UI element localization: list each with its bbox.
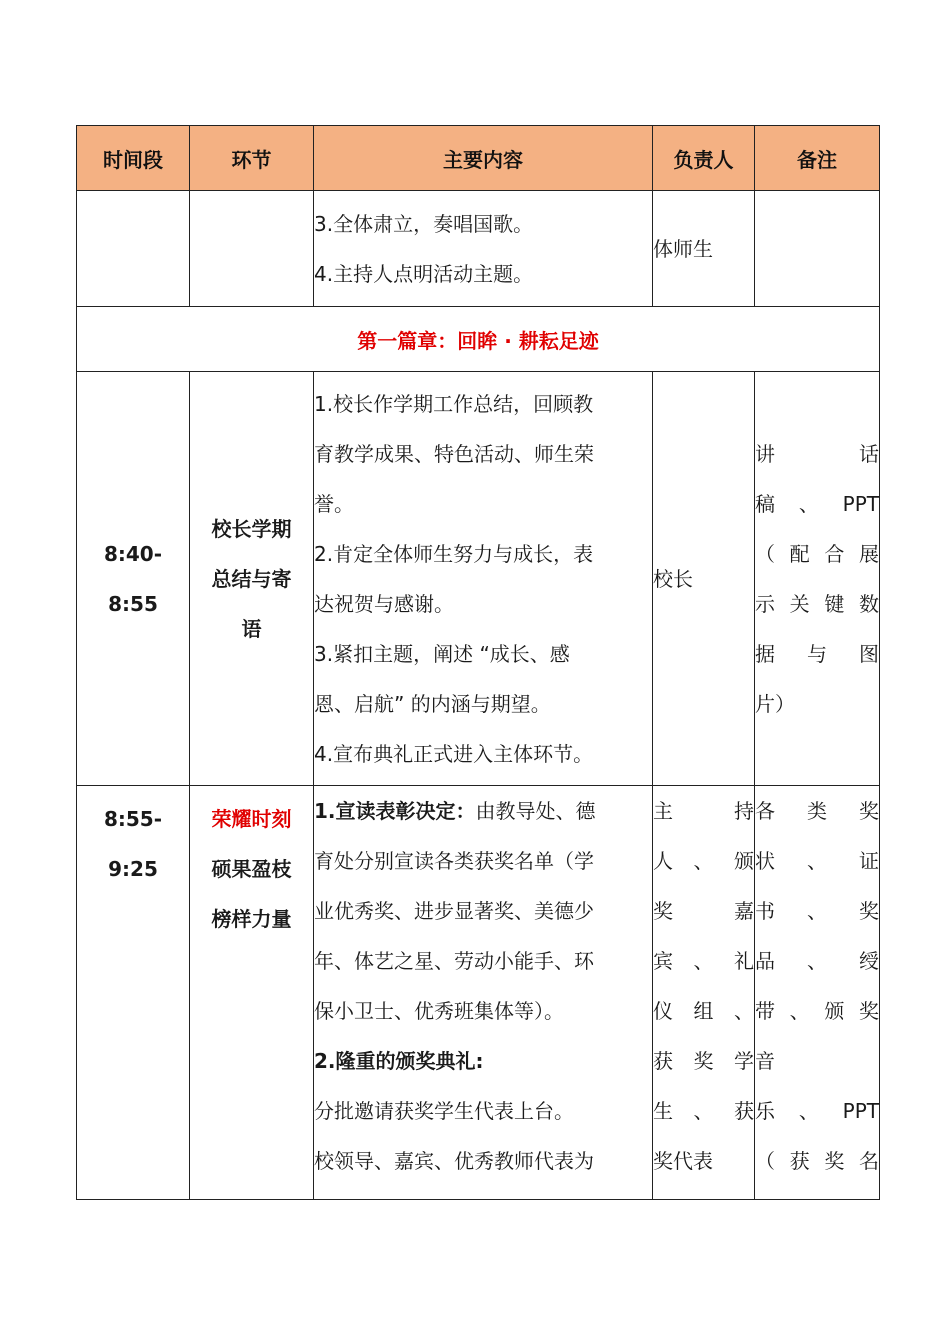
stage-line: 校长学期 <box>211 516 292 541</box>
note-line: 音 <box>755 1049 775 1073</box>
row1-owner: 体师生 <box>653 191 755 307</box>
table-row <box>77 191 880 307</box>
content-line: 保小卫士、优秀班集体等）。 <box>314 999 564 1023</box>
content-line: 育处分别宣读各类获奖名单（学 <box>314 849 594 873</box>
content-line: 校领导、嘉宾、优秀教师代表为 <box>314 1149 594 1173</box>
owner-line: 生 、 获 <box>653 1099 754 1123</box>
content-line: 3.全体肃立，奏唱国歌。 <box>314 211 534 236</box>
content-line: 年、体艺之星、劳动小能手、环 <box>314 949 594 973</box>
owner-line: 仪 组 、 <box>653 999 754 1023</box>
note-line: 带、颁奖 <box>755 999 879 1023</box>
header-note: 备注 <box>755 126 880 191</box>
content-line: 誉。 <box>314 491 354 516</box>
owner-line: 宾 、 礼 <box>653 949 754 973</box>
owner-line: 奖 嘉 <box>653 899 754 923</box>
content-line: 达祝贺与感谢。 <box>314 591 454 616</box>
content-line: 4.主持人点明活动主题。 <box>314 261 534 286</box>
stage-line: 语 <box>241 616 262 641</box>
note-line: 示关键数 <box>755 591 879 616</box>
note-line: 片） <box>755 691 795 716</box>
owner-line: 奖代表 <box>653 1149 713 1173</box>
row1-stage <box>190 191 314 307</box>
note-line: 讲 话 <box>755 441 879 466</box>
item-title: 2.隆重的颁奖典礼: <box>314 1049 484 1073</box>
row3-content <box>314 786 653 1200</box>
note-line: 据 与 图 <box>755 641 879 666</box>
note-line: 书 、 奖 <box>755 899 879 923</box>
content-line: 业优秀奖、进步显著奖、美德少 <box>314 899 594 923</box>
note-line: 乐 、 PPT <box>755 1099 879 1123</box>
header-stage: 环节 <box>190 126 314 191</box>
item-title: 1.宣读表彰决定： <box>314 799 476 823</box>
table-row <box>77 786 880 1200</box>
owner-line: 获 奖 学 <box>653 1049 754 1073</box>
header-time: 时间段 <box>77 126 190 191</box>
stage-line: 总结与寄 <box>211 566 292 591</box>
note-line: 各 类 奖 <box>755 799 879 823</box>
stage-line: 榜样力量 <box>211 907 292 931</box>
note-line: （获奖名 <box>755 1149 879 1173</box>
content-line: 育教学成果、特色活动、师生荣 <box>314 441 594 466</box>
row2-content <box>314 372 653 786</box>
row1-content <box>314 191 653 307</box>
header-content: 主要内容 <box>314 126 653 191</box>
table-row <box>77 372 880 786</box>
content-line <box>314 786 652 836</box>
content-line: 分批邀请获奖学生代表上台。 <box>314 1099 574 1123</box>
note-line: 品 、 绶 <box>755 949 879 973</box>
header-owner: 负责人 <box>653 126 755 191</box>
content-line: 恩、启航” 的内涵与期望。 <box>314 691 551 716</box>
row1-note <box>755 191 880 307</box>
row1-time <box>77 191 190 307</box>
row2-owner: 校长 <box>653 372 755 786</box>
content-line: 3.紧扣主题，阐述 “成长、感 <box>314 641 570 666</box>
row2-time <box>77 372 190 786</box>
time-line: 8:55 <box>108 591 158 616</box>
row3-time <box>77 786 190 1200</box>
row2-stage <box>190 372 314 786</box>
owner-line: 主 持 <box>653 799 754 823</box>
time-line: 8:40- <box>103 541 163 566</box>
note-line: 状 、 证 <box>755 849 879 873</box>
stage-highlight: 荣耀时刻 <box>211 807 292 831</box>
header-row <box>77 126 880 191</box>
content-line: 2.肯定全体师生努力与成长，表 <box>314 541 594 566</box>
row3-owner <box>653 786 755 1200</box>
chapter-row <box>77 307 880 372</box>
content-line: 1.校长作学期工作总结，回顾教 <box>314 391 594 416</box>
content-line: 4.宣布典礼正式进入主体环节。 <box>314 741 594 766</box>
note-line: （配合展 <box>755 541 879 566</box>
row3-note <box>755 786 880 1200</box>
chapter-title: 第一篇章：回眸 · 耕耘足迹 <box>77 307 880 372</box>
time-line: 8:55- <box>103 807 163 831</box>
item-text: 由教导处、德 <box>475 799 596 823</box>
row3-stage <box>190 786 314 1200</box>
owner-line: 人 、 颁 <box>653 849 754 873</box>
row2-note <box>755 372 880 786</box>
note-line: 稿 、 PPT <box>755 491 879 516</box>
time-line: 9:25 <box>108 857 158 881</box>
schedule-table <box>76 125 880 1200</box>
stage-line: 硕果盈枝 <box>211 857 292 881</box>
